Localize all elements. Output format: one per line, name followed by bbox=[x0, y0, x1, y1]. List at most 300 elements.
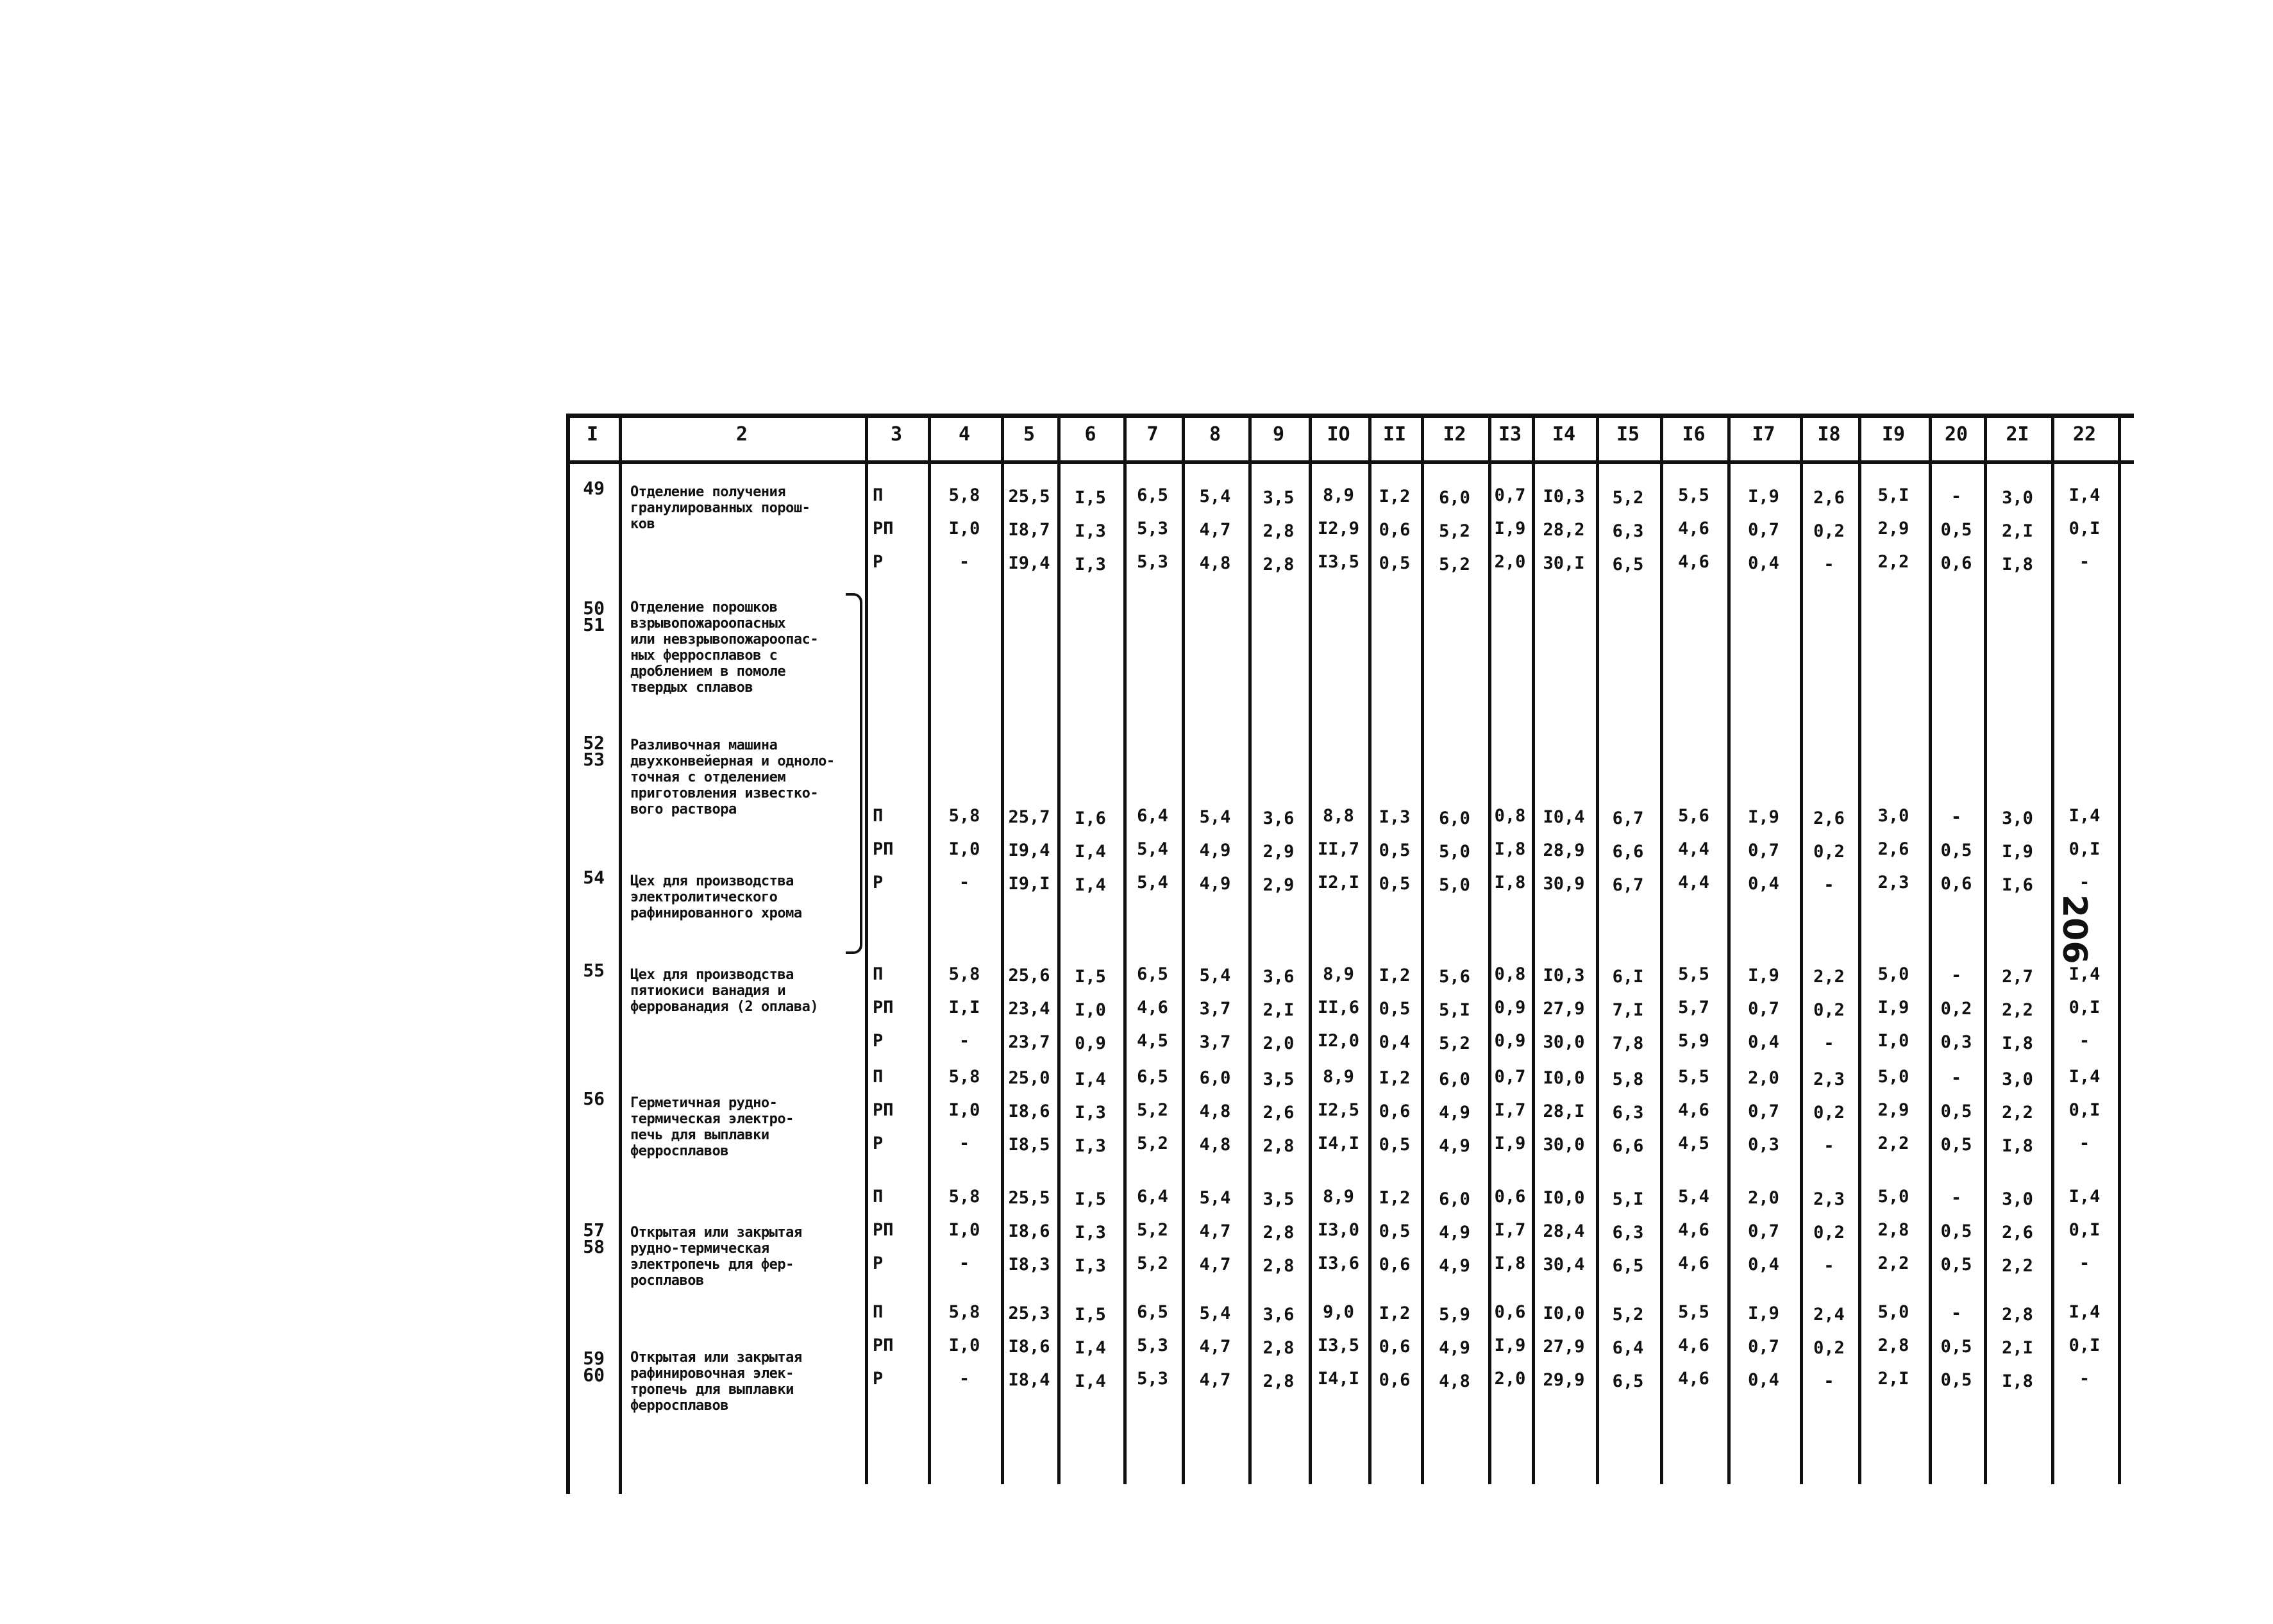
table-cell: 4,6 bbox=[1678, 1220, 1709, 1240]
table-cell: 0,3 bbox=[1748, 1135, 1779, 1155]
table-cell: 0,5 bbox=[1940, 1255, 1972, 1275]
table-cell: 2,6 bbox=[1813, 808, 1845, 828]
column-divider bbox=[1001, 414, 1004, 1484]
table-cell: 6,5 bbox=[1137, 485, 1168, 505]
row-number: 58 bbox=[583, 1236, 605, 1257]
table-cell: 0,5 bbox=[1940, 520, 1972, 540]
table-cell: 0,2 bbox=[1813, 521, 1845, 541]
column-divider bbox=[1532, 414, 1535, 1484]
column-header: 2I bbox=[2006, 423, 2029, 446]
table-cell: 2,9 bbox=[1877, 519, 1909, 539]
table-cell: I3,5 bbox=[1317, 1335, 1360, 1355]
top-rule bbox=[566, 414, 2134, 418]
table-cell: 0,9 bbox=[1075, 1034, 1106, 1053]
table-cell: 0,5 bbox=[1940, 1337, 1972, 1357]
table-cell: 0,6 bbox=[1940, 553, 1972, 573]
table-cell: 4,9 bbox=[1199, 874, 1231, 894]
table-cell: 5,8 bbox=[948, 806, 980, 826]
table-cell: I0,3 bbox=[1543, 966, 1585, 985]
header-rule bbox=[566, 460, 2134, 464]
table-cell: 6,7 bbox=[1612, 875, 1644, 895]
table-cell: I,3 bbox=[1075, 1136, 1106, 1156]
row-number: 54 bbox=[583, 867, 605, 888]
table-cell: 4,9 bbox=[1439, 1338, 1470, 1358]
table-cell: 5,4 bbox=[1199, 1188, 1231, 1208]
table-cell: I,4 bbox=[2068, 1302, 2101, 1322]
table-cell: 4,6 bbox=[1678, 519, 1709, 539]
table-cell: 6,3 bbox=[1612, 1223, 1644, 1243]
table-cell: 0,7 bbox=[1748, 1221, 1779, 1241]
table-cell: 5,6 bbox=[1439, 967, 1470, 987]
column-header: I8 bbox=[1817, 423, 1841, 446]
table-cell: I,0 bbox=[948, 1100, 980, 1120]
table-cell: 4,5 bbox=[1678, 1134, 1709, 1153]
table-cell: 6,5 bbox=[1137, 1067, 1168, 1087]
table-cell: 5,4 bbox=[1199, 487, 1231, 506]
row-number: 59 bbox=[583, 1348, 605, 1369]
table-cell: 4,9 bbox=[1439, 1103, 1470, 1123]
table-cell: 0,2 bbox=[1813, 1103, 1845, 1123]
table-cell: 2,8 bbox=[1262, 1256, 1295, 1276]
table-cell: 2,2 bbox=[2002, 1256, 2033, 1276]
column-divider bbox=[1929, 414, 1932, 1484]
table-cell: I,8 bbox=[2002, 1034, 2033, 1053]
table-cell: I,3 bbox=[1075, 1223, 1106, 1243]
table-cell: 5,2 bbox=[1137, 1134, 1168, 1153]
table-cell: 6,0 bbox=[1439, 488, 1470, 508]
table-cell: 2,8 bbox=[1262, 1223, 1295, 1243]
table-cell: I,4 bbox=[2068, 1067, 2101, 1087]
table-cell: 6,6 bbox=[1612, 1136, 1644, 1156]
table-cell: - bbox=[959, 873, 970, 892]
table-cell: 5,3 bbox=[1137, 552, 1168, 572]
table-cell: 2,3 bbox=[1813, 1069, 1845, 1089]
row-type: Р bbox=[873, 1031, 884, 1051]
table-cell: I,0 bbox=[948, 839, 980, 859]
table-cell: - bbox=[1824, 1136, 1834, 1156]
column-header: I bbox=[586, 423, 599, 446]
table-cell: 4,9 bbox=[1439, 1136, 1470, 1156]
table-cell: 2,6 bbox=[2002, 1223, 2033, 1243]
table-cell: I,6 bbox=[1075, 808, 1106, 828]
table-cell: 6,I bbox=[1612, 967, 1644, 987]
table-cell: 4,4 bbox=[1678, 873, 1709, 892]
row-type: П bbox=[873, 1067, 884, 1087]
table-cell: I,7 bbox=[1494, 1100, 1526, 1120]
row-number: 60 bbox=[583, 1364, 605, 1385]
column-header: 20 bbox=[1944, 423, 1968, 446]
table-cell: I8,5 bbox=[1008, 1135, 1050, 1155]
table-cell: 0,5 bbox=[1379, 841, 1411, 860]
table-cell: 23,7 bbox=[1008, 1032, 1050, 1052]
table-cell: 4,8 bbox=[1199, 553, 1231, 573]
table-cell: I,2 bbox=[1379, 966, 1411, 985]
table-cell: I,0 bbox=[948, 1335, 980, 1355]
table-cell: - bbox=[1950, 807, 1962, 827]
column-divider bbox=[1488, 414, 1491, 1484]
table-cell: 2,6 bbox=[1813, 488, 1845, 508]
column-divider bbox=[619, 414, 622, 1494]
table-cell: 25,5 bbox=[1008, 1188, 1050, 1208]
table-cell: 3,6 bbox=[1262, 1305, 1295, 1325]
table-cell: 2,3 bbox=[1877, 873, 1909, 892]
table-cell: 2,7 bbox=[2002, 967, 2033, 987]
table-cell: 30,4 bbox=[1543, 1255, 1585, 1275]
table-cell: I,4 bbox=[1075, 1338, 1106, 1358]
column-header: 2 bbox=[735, 423, 748, 446]
table-cell: 0,6 bbox=[1379, 1337, 1411, 1357]
table-cell: 29,9 bbox=[1543, 1370, 1585, 1390]
table-cell: I0,0 bbox=[1543, 1068, 1585, 1088]
table-cell: 8,9 bbox=[1323, 485, 1354, 505]
row-type: П bbox=[873, 1302, 884, 1322]
table-cell: I4,I bbox=[1317, 1134, 1360, 1153]
table-cell: 25,5 bbox=[1008, 487, 1050, 506]
table-cell: I,8 bbox=[1494, 1253, 1526, 1273]
table-cell: 0,7 bbox=[1748, 841, 1779, 860]
table-cell: 0,I bbox=[2068, 1335, 2101, 1355]
table-cell: 5,9 bbox=[1439, 1305, 1470, 1325]
column-divider bbox=[1660, 414, 1663, 1484]
table-cell: 5,I bbox=[1439, 1000, 1470, 1020]
table-cell: 0,5 bbox=[1379, 1221, 1411, 1241]
table-cell: I3,5 bbox=[1317, 552, 1360, 572]
table-cell: - bbox=[2079, 1253, 2090, 1273]
table-cell: 2,2 bbox=[1813, 967, 1845, 987]
table-cell: 0,7 bbox=[1748, 1101, 1779, 1121]
table-cell: 4,7 bbox=[1199, 1337, 1231, 1357]
table-cell: 2,8 bbox=[2002, 1305, 2033, 1325]
table-cell: 5,4 bbox=[1137, 873, 1168, 892]
table-cell: 27,9 bbox=[1543, 1337, 1585, 1357]
table-cell: 5,4 bbox=[1678, 1187, 1709, 1207]
column-divider bbox=[1858, 414, 1861, 1484]
table-cell: 0,I bbox=[2068, 1220, 2101, 1240]
table-cell: 4,7 bbox=[1199, 520, 1231, 540]
table-cell: 5,4 bbox=[1137, 839, 1168, 859]
table-cell: 2,2 bbox=[2002, 1103, 2033, 1123]
table-cell: 0,7 bbox=[1494, 485, 1526, 505]
table-cell: I9,4 bbox=[1008, 841, 1050, 860]
table-cell: 5,2 bbox=[1439, 521, 1470, 541]
table-cell: 0,2 bbox=[1813, 1223, 1845, 1243]
table-cell: 4,6 bbox=[1137, 998, 1168, 1017]
table-cell: 30,9 bbox=[1543, 874, 1585, 894]
column-header: 7 bbox=[1146, 423, 1159, 446]
table-cell: 0,5 bbox=[1940, 1370, 1972, 1390]
table-cell: 0,I bbox=[2068, 998, 2101, 1017]
column-header: 4 bbox=[958, 423, 971, 446]
table-cell: 4,6 bbox=[1678, 1335, 1709, 1355]
table-cell: 5,2 bbox=[1439, 555, 1470, 574]
table-cell: 6,3 bbox=[1612, 1103, 1644, 1123]
table-cell: - bbox=[959, 552, 970, 572]
table-cell: I2,I bbox=[1317, 873, 1360, 892]
column-header: I3 bbox=[1498, 423, 1522, 446]
table-cell: 5,2 bbox=[1137, 1100, 1168, 1120]
table-cell: I8,7 bbox=[1008, 520, 1050, 540]
table-cell: 0,2 bbox=[1813, 1000, 1845, 1020]
table-cell: 0,3 bbox=[1940, 1032, 1972, 1052]
column-header: II bbox=[1382, 423, 1407, 446]
column-divider bbox=[1727, 414, 1731, 1484]
table-cell: 2,0 bbox=[1494, 1369, 1526, 1389]
row-type: РП bbox=[873, 519, 894, 539]
table-cell: 6,7 bbox=[1612, 808, 1644, 828]
row-type: РП bbox=[873, 1220, 894, 1240]
table-cell: 0,6 bbox=[1494, 1187, 1526, 1207]
table-cell: 5,0 bbox=[1877, 1067, 1909, 1087]
row-type: РП bbox=[873, 998, 894, 1017]
table-cell: 2,8 bbox=[1262, 1338, 1295, 1358]
row-type: РП bbox=[873, 1335, 894, 1355]
table-cell: 23,4 bbox=[1008, 999, 1050, 1019]
table-cell: I,8 bbox=[1494, 839, 1526, 859]
table-cell: I2,5 bbox=[1317, 1100, 1360, 1120]
column-divider bbox=[2118, 414, 2121, 1484]
table-cell: 2,0 bbox=[1748, 1188, 1779, 1208]
table-cell: 5,4 bbox=[1199, 966, 1231, 985]
table-cell: 3,0 bbox=[1877, 806, 1909, 826]
table-cell: I0,3 bbox=[1543, 487, 1585, 506]
table-cell: 0,4 bbox=[1748, 1032, 1779, 1052]
table-cell: I,5 bbox=[1075, 488, 1106, 508]
table-cell: I,9 bbox=[1877, 998, 1909, 1017]
row-type: Р bbox=[873, 1134, 884, 1153]
table-cell: 4,6 bbox=[1678, 1100, 1709, 1120]
table-cell: 3,6 bbox=[1262, 967, 1295, 987]
table-cell: 5,0 bbox=[1439, 842, 1470, 862]
table-cell: 2,8 bbox=[1877, 1220, 1909, 1240]
table-cell: 0,2 bbox=[1940, 999, 1972, 1019]
column-divider bbox=[865, 414, 868, 1484]
table-cell: I9,4 bbox=[1008, 553, 1050, 573]
table-cell: 3,5 bbox=[1262, 488, 1295, 508]
row-description: Разливочная машина двухконвейерная и одноло- точная с отделением приготовления известко- вого раствора bbox=[630, 737, 835, 817]
table-cell: 5,9 bbox=[1678, 1031, 1709, 1051]
column-divider bbox=[566, 414, 570, 1494]
table-cell: 25,6 bbox=[1008, 966, 1050, 985]
table-cell: 6,5 bbox=[1612, 1256, 1644, 1276]
table-cell: 4,6 bbox=[1678, 552, 1709, 572]
table-cell: 5,4 bbox=[1199, 807, 1231, 827]
table-cell: I8,6 bbox=[1008, 1101, 1050, 1121]
table-cell: 7,I bbox=[1612, 1000, 1644, 1020]
table-cell: 5,0 bbox=[1877, 1187, 1909, 1207]
table-cell: I,0 bbox=[1075, 1000, 1106, 1020]
table-cell: 0,I bbox=[2068, 519, 2101, 539]
table-cell: 5,3 bbox=[1137, 1369, 1168, 1389]
table-cell: I,7 bbox=[1494, 1220, 1526, 1240]
row-number: 50 bbox=[583, 598, 605, 619]
table-cell: 5,6 bbox=[1678, 806, 1709, 826]
table-cell: 4,9 bbox=[1439, 1223, 1470, 1243]
table-cell: II,6 bbox=[1317, 998, 1360, 1017]
table-cell: 5,2 bbox=[1439, 1034, 1470, 1053]
row-description: Отделение получения гранулированных порош- ков bbox=[630, 484, 810, 532]
table-cell: - bbox=[2079, 873, 2090, 892]
table-cell: I,5 bbox=[1075, 1189, 1106, 1209]
table-cell: 0,5 bbox=[1379, 999, 1411, 1019]
table-cell: 0,7 bbox=[1494, 1067, 1526, 1087]
table-cell: 0,5 bbox=[1940, 1101, 1972, 1121]
table-cell: 27,9 bbox=[1543, 999, 1585, 1019]
table-cell: I,4 bbox=[1075, 875, 1106, 895]
table-cell: I,9 bbox=[1748, 966, 1779, 985]
table-cell: 2,3 bbox=[1813, 1189, 1845, 1209]
table-cell: 28,2 bbox=[1543, 520, 1585, 540]
row-type: Р bbox=[873, 552, 884, 572]
table-cell: 4,5 bbox=[1137, 1031, 1168, 1051]
table-cell: I,8 bbox=[2002, 555, 2033, 574]
table-cell: 2,8 bbox=[1877, 1335, 1909, 1355]
table-cell: 4,8 bbox=[1199, 1101, 1231, 1121]
column-header: I9 bbox=[1881, 423, 1906, 446]
row-type: Р bbox=[873, 1369, 884, 1389]
table-cell: I8,3 bbox=[1008, 1255, 1050, 1275]
column-header: 22 bbox=[2072, 423, 2097, 446]
row-type: П bbox=[873, 806, 884, 826]
table-cell: 0,6 bbox=[1494, 1302, 1526, 1322]
table-cell: 6,5 bbox=[1137, 1302, 1168, 1322]
row-type: РП bbox=[873, 839, 894, 859]
table-cell: 5,I bbox=[1612, 1189, 1644, 1209]
table-cell: I4,I bbox=[1317, 1369, 1360, 1389]
row-description: Открытая или закрытая рафинировочная элек- тропечь для выплавки ферросплавов bbox=[630, 1350, 802, 1414]
table-cell: 5,8 bbox=[948, 1187, 980, 1207]
column-divider bbox=[1182, 414, 1185, 1484]
row-type: П bbox=[873, 1187, 884, 1207]
table-cell: - bbox=[1950, 487, 1962, 506]
table-cell: 0,5 bbox=[1379, 874, 1411, 894]
row-number: 55 bbox=[583, 960, 605, 981]
table-cell: 9,0 bbox=[1323, 1302, 1354, 1322]
row-number: 49 bbox=[583, 478, 605, 499]
table-cell: 6,4 bbox=[1137, 1187, 1168, 1207]
table-cell: I2,9 bbox=[1317, 519, 1360, 539]
column-header: 5 bbox=[1023, 423, 1036, 446]
row-number: 56 bbox=[583, 1088, 605, 1109]
table-cell: I,5 bbox=[1075, 967, 1106, 987]
table-cell: I,4 bbox=[2068, 964, 2101, 984]
table-cell: 2,0 bbox=[1494, 552, 1526, 572]
table-cell: I,3 bbox=[1075, 521, 1106, 541]
column-header: I4 bbox=[1552, 423, 1576, 446]
row-number: 51 bbox=[583, 614, 605, 635]
table-cell: 7,8 bbox=[1612, 1034, 1644, 1053]
table-cell: 0,8 bbox=[1494, 964, 1526, 984]
table-cell: 5,5 bbox=[1678, 1067, 1709, 1087]
row-number: 52 bbox=[583, 732, 605, 753]
table-cell: 0,I bbox=[2068, 1100, 2101, 1120]
table-cell: - bbox=[2079, 1134, 2090, 1153]
table-cell: 4,8 bbox=[1199, 1135, 1231, 1155]
table-cell: I,2 bbox=[1379, 1068, 1411, 1088]
table-cell: 2,9 bbox=[1877, 1100, 1909, 1120]
table-cell: - bbox=[959, 1369, 970, 1389]
column-header: 6 bbox=[1084, 423, 1096, 446]
table-cell: II,7 bbox=[1317, 839, 1360, 859]
table-cell: 5,2 bbox=[1612, 488, 1644, 508]
table-cell: 2,8 bbox=[1262, 1136, 1295, 1156]
table-cell: 0,6 bbox=[1379, 1255, 1411, 1275]
row-type: Р bbox=[873, 873, 884, 892]
table-cell: 6,0 bbox=[1199, 1068, 1231, 1088]
table-cell: 6,4 bbox=[1612, 1338, 1644, 1358]
table-cell: 8,9 bbox=[1323, 964, 1354, 984]
table-cell: 5,5 bbox=[1678, 964, 1709, 984]
table-cell: 4,7 bbox=[1199, 1255, 1231, 1275]
table-cell: 4,4 bbox=[1678, 839, 1709, 859]
table-cell: - bbox=[1950, 1188, 1962, 1208]
table-cell: 5,2 bbox=[1612, 1305, 1644, 1325]
table-cell: 6,5 bbox=[1612, 1371, 1644, 1391]
row-description: Цех для производства электролитического рафинированного хрома bbox=[630, 873, 802, 921]
table-cell: 30,0 bbox=[1543, 1032, 1585, 1052]
table-cell: 3,0 bbox=[2002, 1189, 2033, 1209]
table-cell: 3,0 bbox=[2002, 808, 2033, 828]
table-cell: I,3 bbox=[1075, 555, 1106, 574]
table-cell: 28,I bbox=[1543, 1101, 1585, 1121]
table-cell: I,0 bbox=[948, 1220, 980, 1240]
table-cell: 0,2 bbox=[1813, 842, 1845, 862]
table-cell: I,8 bbox=[1494, 873, 1526, 892]
table-cell: 0,6 bbox=[1379, 1101, 1411, 1121]
table-cell: 5,5 bbox=[1678, 1302, 1709, 1322]
table-cell: - bbox=[1824, 875, 1834, 895]
table-cell: 0,I bbox=[2068, 839, 2101, 859]
table-cell: 0,4 bbox=[1379, 1032, 1411, 1052]
table-cell: I0,4 bbox=[1543, 807, 1585, 827]
row-type: П bbox=[873, 485, 884, 505]
table-cell: 0,4 bbox=[1748, 874, 1779, 894]
column-header: I2 bbox=[1443, 423, 1466, 446]
table-cell: 6,3 bbox=[1612, 521, 1644, 541]
table-cell: 3,7 bbox=[1199, 1032, 1231, 1052]
table-cell: - bbox=[1950, 1303, 1962, 1323]
table-cell: 0,6 bbox=[1379, 520, 1411, 540]
column-header: I7 bbox=[1752, 423, 1775, 446]
table-cell: 4,7 bbox=[1199, 1370, 1231, 1390]
table-cell: I,4 bbox=[2068, 485, 2101, 505]
table-cell: I8,4 bbox=[1008, 1370, 1050, 1390]
row-number: 57 bbox=[583, 1219, 605, 1241]
table-cell: 0,6 bbox=[1379, 1370, 1411, 1390]
table-cell: 6,0 bbox=[1439, 1189, 1470, 1209]
table-cell: 2,9 bbox=[1262, 875, 1295, 895]
table-cell: - bbox=[2079, 1031, 2090, 1051]
table-cell: 5,8 bbox=[948, 964, 980, 984]
table-cell: - bbox=[1824, 555, 1834, 574]
table-cell: I,8 bbox=[2002, 1371, 2033, 1391]
table-cell: - bbox=[1824, 1034, 1834, 1053]
table-cell: 3,7 bbox=[1199, 999, 1231, 1019]
table-cell: 3,0 bbox=[2002, 488, 2033, 508]
table-cell: I,4 bbox=[1075, 1069, 1106, 1089]
table-cell: 2,2 bbox=[1877, 552, 1909, 572]
table-cell: 25,7 bbox=[1008, 807, 1050, 827]
table-cell: 0,4 bbox=[1748, 1370, 1779, 1390]
table-cell: 6,0 bbox=[1439, 1069, 1470, 1089]
table-cell: I,3 bbox=[1075, 1256, 1106, 1276]
table-cell: I,3 bbox=[1075, 1103, 1106, 1123]
table-cell: 0,5 bbox=[1940, 1221, 1972, 1241]
table-cell: 5,5 bbox=[1678, 485, 1709, 505]
table-cell: I,9 bbox=[1748, 807, 1779, 827]
table-cell: 4,6 bbox=[1678, 1253, 1709, 1273]
table-cell: 0,6 bbox=[1940, 874, 1972, 894]
table-cell: 5,4 bbox=[1199, 1303, 1231, 1323]
